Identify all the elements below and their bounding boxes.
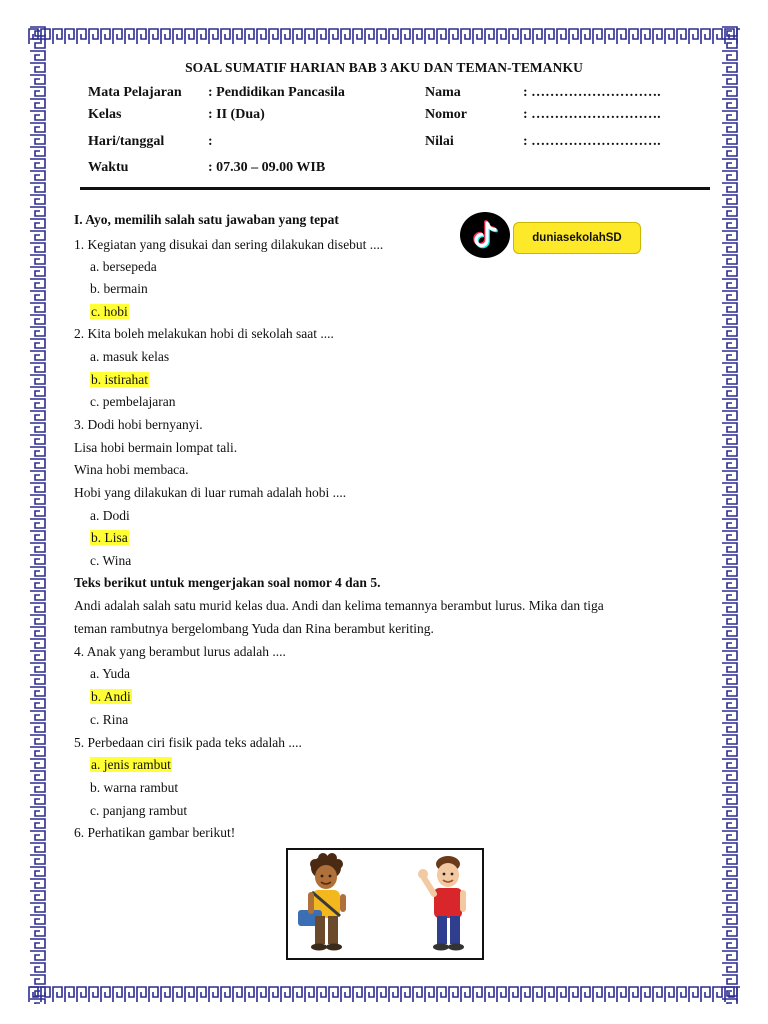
boy-curly-hair-figure bbox=[298, 853, 346, 951]
q3-line-3: Wina hobi membaca. bbox=[74, 462, 189, 477]
nomor-label: Nomor bbox=[425, 107, 467, 122]
q5-option-b: b. warna rambut bbox=[90, 780, 179, 795]
section-heading: I. Ayo, memilih salah satu jawaban yang tepat bbox=[74, 212, 339, 227]
channel-badge: duniasekolahSD bbox=[513, 222, 641, 254]
q5-option-a-answer: a. jenis rambut bbox=[91, 757, 171, 772]
q6-question: 6. Perhatikan gambar berikut! bbox=[74, 825, 236, 840]
mapel-value: : Pendidikan Pancasila bbox=[208, 85, 345, 100]
illustration-frame bbox=[286, 848, 484, 960]
q1-option-b: b. bermain bbox=[90, 281, 148, 296]
tiktok-icon bbox=[460, 212, 510, 258]
nomor-value: : ………………………. bbox=[523, 107, 661, 122]
page-border-top bbox=[28, 26, 740, 46]
kelas-value: : II (Dua) bbox=[208, 107, 265, 122]
q1-option-a: a. bersepeda bbox=[90, 259, 157, 274]
q3-line-1: 3. Dodi hobi bernyanyi. bbox=[74, 417, 203, 432]
q3-option-b-answer: b. Lisa bbox=[91, 530, 128, 545]
q2-question: 2. Kita boleh melakukan hobi di sekolah saat .... bbox=[74, 326, 334, 341]
nama-value: : ………………………. bbox=[523, 85, 661, 100]
hari-value: : bbox=[208, 134, 213, 149]
q4-option-b-answer: b. Andi bbox=[91, 689, 131, 704]
nilai-label: Nilai bbox=[425, 134, 454, 149]
q3-option-a: a. Dodi bbox=[90, 508, 130, 523]
q3-question: Hobi yang dilakukan di luar rumah adalah hobi .... bbox=[74, 485, 347, 500]
boy-waving-figure bbox=[418, 856, 466, 951]
waktu-value: : 07.30 – 09.00 WIB bbox=[208, 160, 326, 175]
q3-option-c: c. Wina bbox=[90, 553, 132, 568]
page-border-right bbox=[720, 26, 740, 1004]
nama-label: Nama bbox=[425, 85, 461, 100]
passage-line-2: teman rambutnya bergelombang Yuda dan Rina berambut keriting. bbox=[74, 621, 434, 636]
q2-option-c: c. pembelajaran bbox=[90, 394, 176, 409]
q3-line-2: Lisa hobi bermain lompat tali. bbox=[74, 440, 238, 455]
q5-option-c: c. panjang rambut bbox=[90, 803, 188, 818]
waktu-label: Waktu bbox=[88, 160, 129, 175]
hari-label: Hari/tanggal bbox=[88, 134, 165, 149]
passage-heading: Teks berikut untuk mengerjakan soal nomor 4 dan 5. bbox=[74, 575, 381, 590]
document-title: SOAL SUMATIF HARIAN BAB 3 AKU DAN TEMAN-TEMANKU bbox=[185, 60, 583, 75]
q2-option-b-answer: b. istirahat bbox=[91, 372, 148, 387]
q1-option-c-answer: c. hobi bbox=[91, 304, 128, 319]
q2-option-a: a. masuk kelas bbox=[90, 349, 170, 364]
q4-option-c: c. Rina bbox=[90, 712, 129, 727]
two-boys-illustration bbox=[288, 850, 482, 958]
page-border-bottom bbox=[28, 984, 740, 1004]
nilai-value: : ………………………. bbox=[523, 134, 661, 149]
page-border-left bbox=[28, 26, 48, 1004]
kelas-label: Kelas bbox=[88, 107, 122, 122]
q1-question: 1. Kegiatan yang disukai dan sering dilakukan disebut .... bbox=[74, 237, 384, 252]
q4-option-a: a. Yuda bbox=[90, 666, 130, 681]
q4-question: 4. Anak yang berambut lurus adalah .... bbox=[74, 644, 286, 659]
header-divider bbox=[80, 187, 710, 190]
q5-question: 5. Perbedaan ciri fisik pada teks adalah .... bbox=[74, 735, 302, 750]
passage-line-1: Andi adalah salah satu murid kelas dua. Andi dan kelima temannya berambut lurus. Mika dan tiga bbox=[74, 598, 604, 613]
mapel-label: Mata Pelajaran bbox=[88, 85, 182, 100]
